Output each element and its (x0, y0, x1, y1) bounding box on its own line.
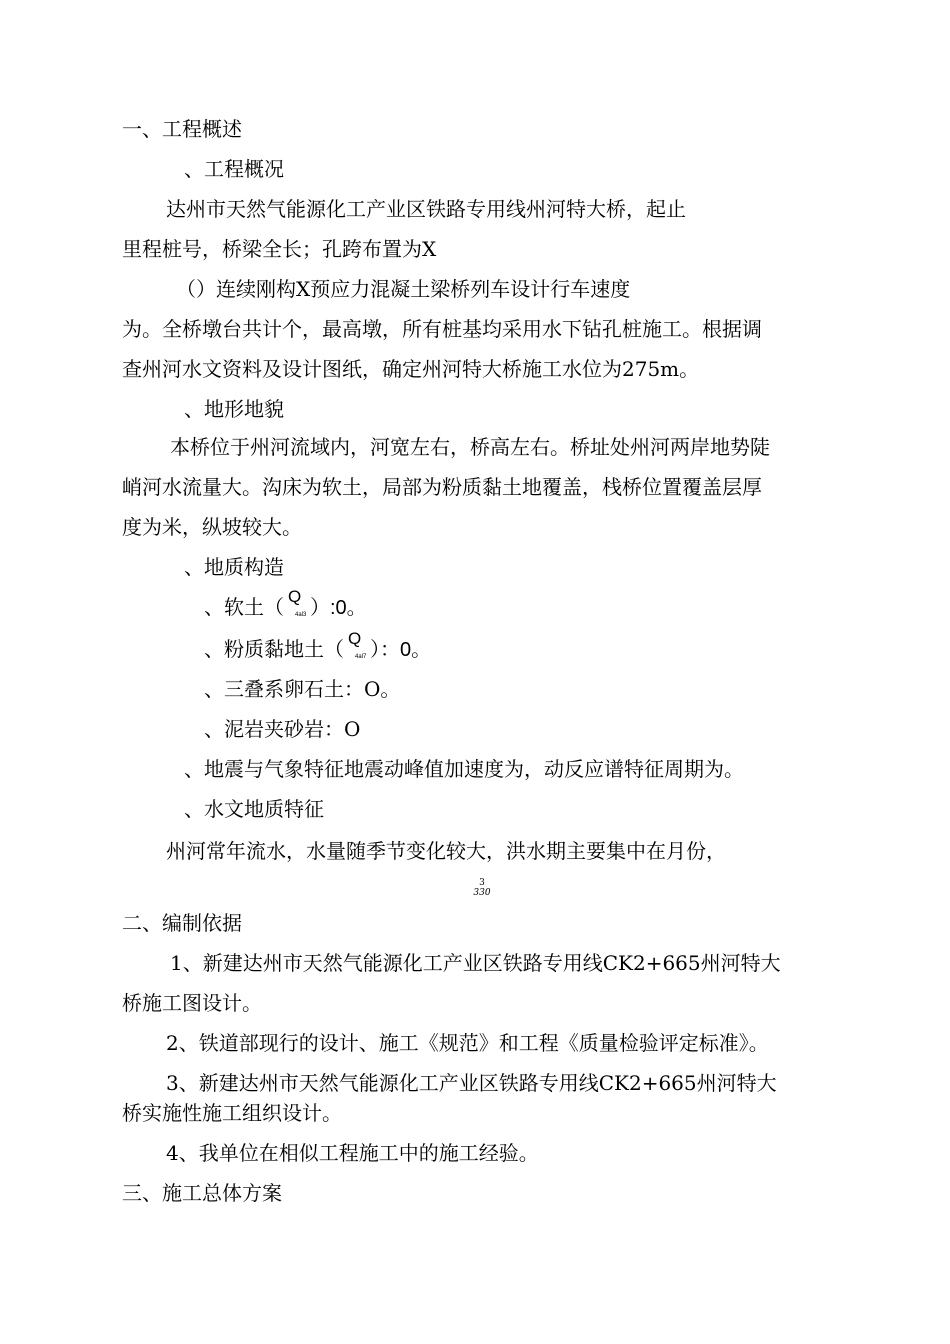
terrain-line2: 峭河水流量大。沟床为软土，局部为粉质黏土地覆盖，栈桥位置覆盖层厚 (122, 475, 762, 499)
basis-item-3-line1: 3、新建达州市天然气能源化工产业区铁路专用线CK2+665州河特大 (166, 1071, 777, 1095)
basis-item-1-line2: 桥施工图设计。 (122, 991, 262, 1015)
basis-item-1-line1: 1、新建达州市天然气能源化工产业区铁路专用线CK2+665州河特大 (170, 951, 781, 975)
page-number-top: 3 (479, 878, 485, 888)
page-number (462, 878, 502, 898)
hydro-heading: 、水文地质特征 (184, 797, 324, 821)
geology-item-1 (204, 587, 367, 621)
overview-para1-line2: 里程桩号，桥梁全长；孔跨布置为X (122, 237, 437, 261)
terrain-line3: 度为米，纵坡较大。 (122, 515, 302, 539)
basis-item-3-line2: 桥实施性施工组织设计。 (122, 1101, 342, 1125)
geology-item-2-value: ）：0。 (370, 639, 432, 661)
overview-para1-line1: 达州市天然气能源化工产业区铁路专用线州河特大桥，起止 (166, 197, 686, 221)
section1-heading: 一、工程概述 (122, 117, 242, 141)
page-number-bottom: 330 (473, 888, 491, 898)
terrain-heading: 、地形地貌 (184, 397, 284, 421)
overview-para2-line1: （）连续刚构X预应力混凝土梁桥列车设计行车速度 (176, 277, 631, 301)
seismic-line: 、地震与气象特征地震动峰值加速度为，动反应谱特征周期为。 (184, 757, 744, 781)
overview-para2-line3: 查州河水文资料及设计图纸，确定州河特大桥施工水位为275m。 (122, 357, 700, 381)
basis-item-4: 4、我单位在相似工程施工中的施工经验。 (166, 1141, 539, 1165)
geology-item-4: 、泥岩夹砂岩：O (204, 717, 361, 741)
geology-item-1-value: ）:0。 (310, 597, 367, 619)
section3-heading: 三、施工总体方案 (122, 1181, 282, 1205)
geology-item-1-symbol: Q 4al3 (288, 587, 307, 618)
section2-heading: 二、编制依据 (122, 911, 242, 935)
geology-item-2-label: 、粉质黏地土（ (204, 637, 344, 661)
hydro-line1: 州河常年流水，水量随季节变化较大，洪水期主要集中在月份， (166, 839, 726, 863)
geology-item-3: 、三叠系卵石土：O。 (204, 677, 401, 701)
geology-item-1-label: 、软土（ (204, 595, 284, 619)
geology-item-2-symbol: Q 4al7 (348, 629, 367, 660)
geology-item-2 (204, 629, 432, 663)
overview-heading: 、工程概况 (184, 157, 284, 181)
overview-para2-line2: 为。全桥墩台共计个，最高墩，所有桩基均采用水下钻孔桩施工。根据调 (122, 317, 762, 341)
geology-heading: 、地质构造 (184, 555, 284, 579)
terrain-line1: 本桥位于州河流域内，河宽左右，桥高左右。桥址处州河两岸地势陡 (170, 435, 770, 459)
basis-item-2: 2、铁道部现行的设计、施工《规范》和工程《质量检验评定标准》。 (166, 1031, 769, 1055)
